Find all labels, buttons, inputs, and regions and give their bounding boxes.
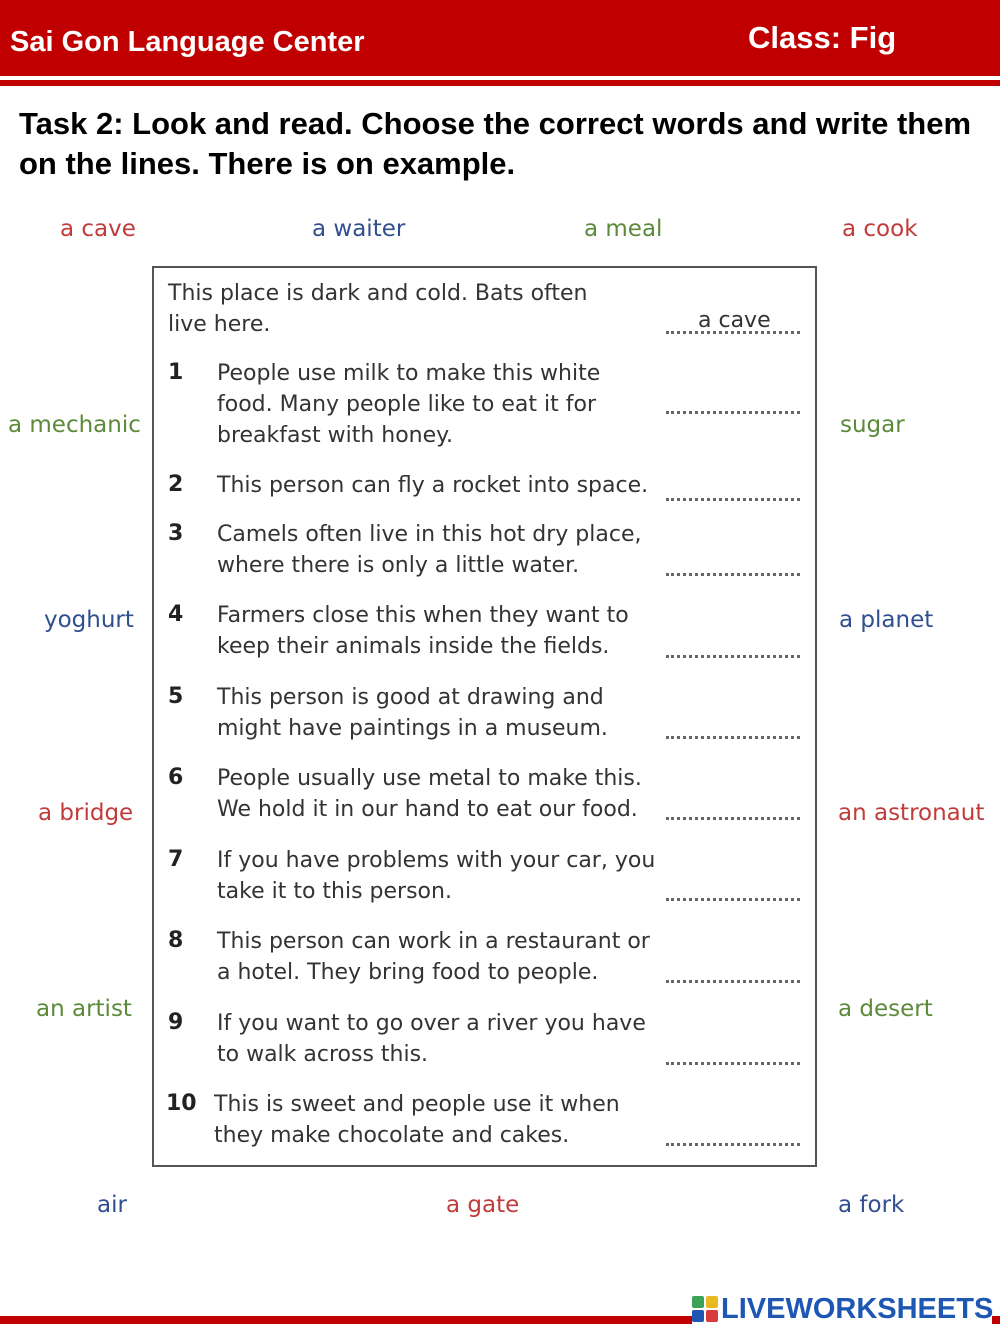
question-text: If you want to go over a river you have to walk across this.	[217, 1011, 646, 1067]
question-number: 3	[168, 521, 184, 546]
example-answer-line	[666, 330, 800, 334]
question-text: This person can work in a restaurant or a hotel. They bring food to people.	[217, 929, 650, 985]
question-number: 8	[168, 928, 184, 953]
word-bank-item: a bridge	[38, 800, 134, 826]
word-bank-item: a mechanic	[8, 412, 141, 438]
class-label: Class: Fig	[748, 20, 897, 55]
center-name: Sai Gon Language Center	[10, 26, 365, 58]
question-number: 10	[166, 1091, 197, 1116]
word-bank-item: an astronaut	[838, 800, 985, 826]
answer-line-6[interactable]	[666, 816, 800, 820]
answer-line-4[interactable]	[666, 654, 800, 658]
question-number: 7	[168, 847, 184, 872]
question-number: 6	[168, 765, 184, 790]
task-title: Task 2: Look and read. Choose the correct words and write them on the lines. There is on example.	[19, 106, 972, 181]
word-bank-item: a cave	[60, 216, 136, 242]
word-bank-item: sugar	[840, 412, 905, 438]
answer-line-1[interactable]	[666, 410, 800, 414]
question-number: 2	[168, 472, 184, 497]
question-text: This is sweet and people use it when they make chocolate and cakes.	[214, 1092, 620, 1148]
word-bank-item: a waiter	[312, 216, 406, 242]
word-bank-item: a gate	[446, 1192, 520, 1218]
answer-line-7[interactable]	[666, 897, 800, 901]
logo-text: LIVEWORKSHEETS	[721, 1292, 994, 1325]
word-bank-item: an artist	[36, 996, 132, 1022]
question-number: 5	[168, 684, 184, 709]
example-answer: a cave	[698, 308, 771, 333]
question-text: This person is good at drawing and might have paintings in a museum.	[217, 685, 608, 741]
question-number: 4	[168, 602, 184, 627]
liveworksheets-logo	[692, 1292, 992, 1326]
example-text: This place is dark and cold. Bats often live here.	[168, 281, 588, 337]
question-text: If you have problems with your car, you take it to this person.	[217, 848, 656, 904]
word-bank-item: a meal	[584, 216, 663, 242]
word-bank-item: a desert	[838, 996, 933, 1022]
question-number: 1	[168, 360, 184, 385]
liveworksheets-logo-icon	[692, 1296, 718, 1322]
question-text: People usually use metal to make this. We hold it in our hand to eat our food.	[217, 766, 642, 822]
word-bank-item: air	[97, 1192, 127, 1218]
answer-line-2[interactable]	[666, 497, 800, 501]
question-text: People use milk to make this white food. Many people like to eat it for breakfast with honey.	[217, 361, 601, 448]
word-bank-item: a cook	[842, 216, 918, 242]
word-bank-item: a fork	[838, 1192, 905, 1218]
answer-line-8[interactable]	[666, 979, 800, 983]
answer-line-9[interactable]	[666, 1061, 800, 1065]
answer-line-10[interactable]	[666, 1142, 800, 1146]
question-text: Camels often live in this hot dry place, where there is only a little water.	[217, 522, 642, 578]
question-number: 9	[168, 1010, 184, 1035]
answer-line-5[interactable]	[666, 735, 800, 739]
header-divider	[0, 80, 1000, 86]
answer-line-3[interactable]	[666, 572, 800, 576]
question-text: Farmers close this when they want to keep their animals inside the fields.	[217, 603, 629, 659]
word-bank-item: yoghurt	[44, 607, 134, 633]
word-bank-item: a planet	[839, 607, 934, 633]
question-text: This person can fly a rocket into space.	[217, 473, 649, 498]
